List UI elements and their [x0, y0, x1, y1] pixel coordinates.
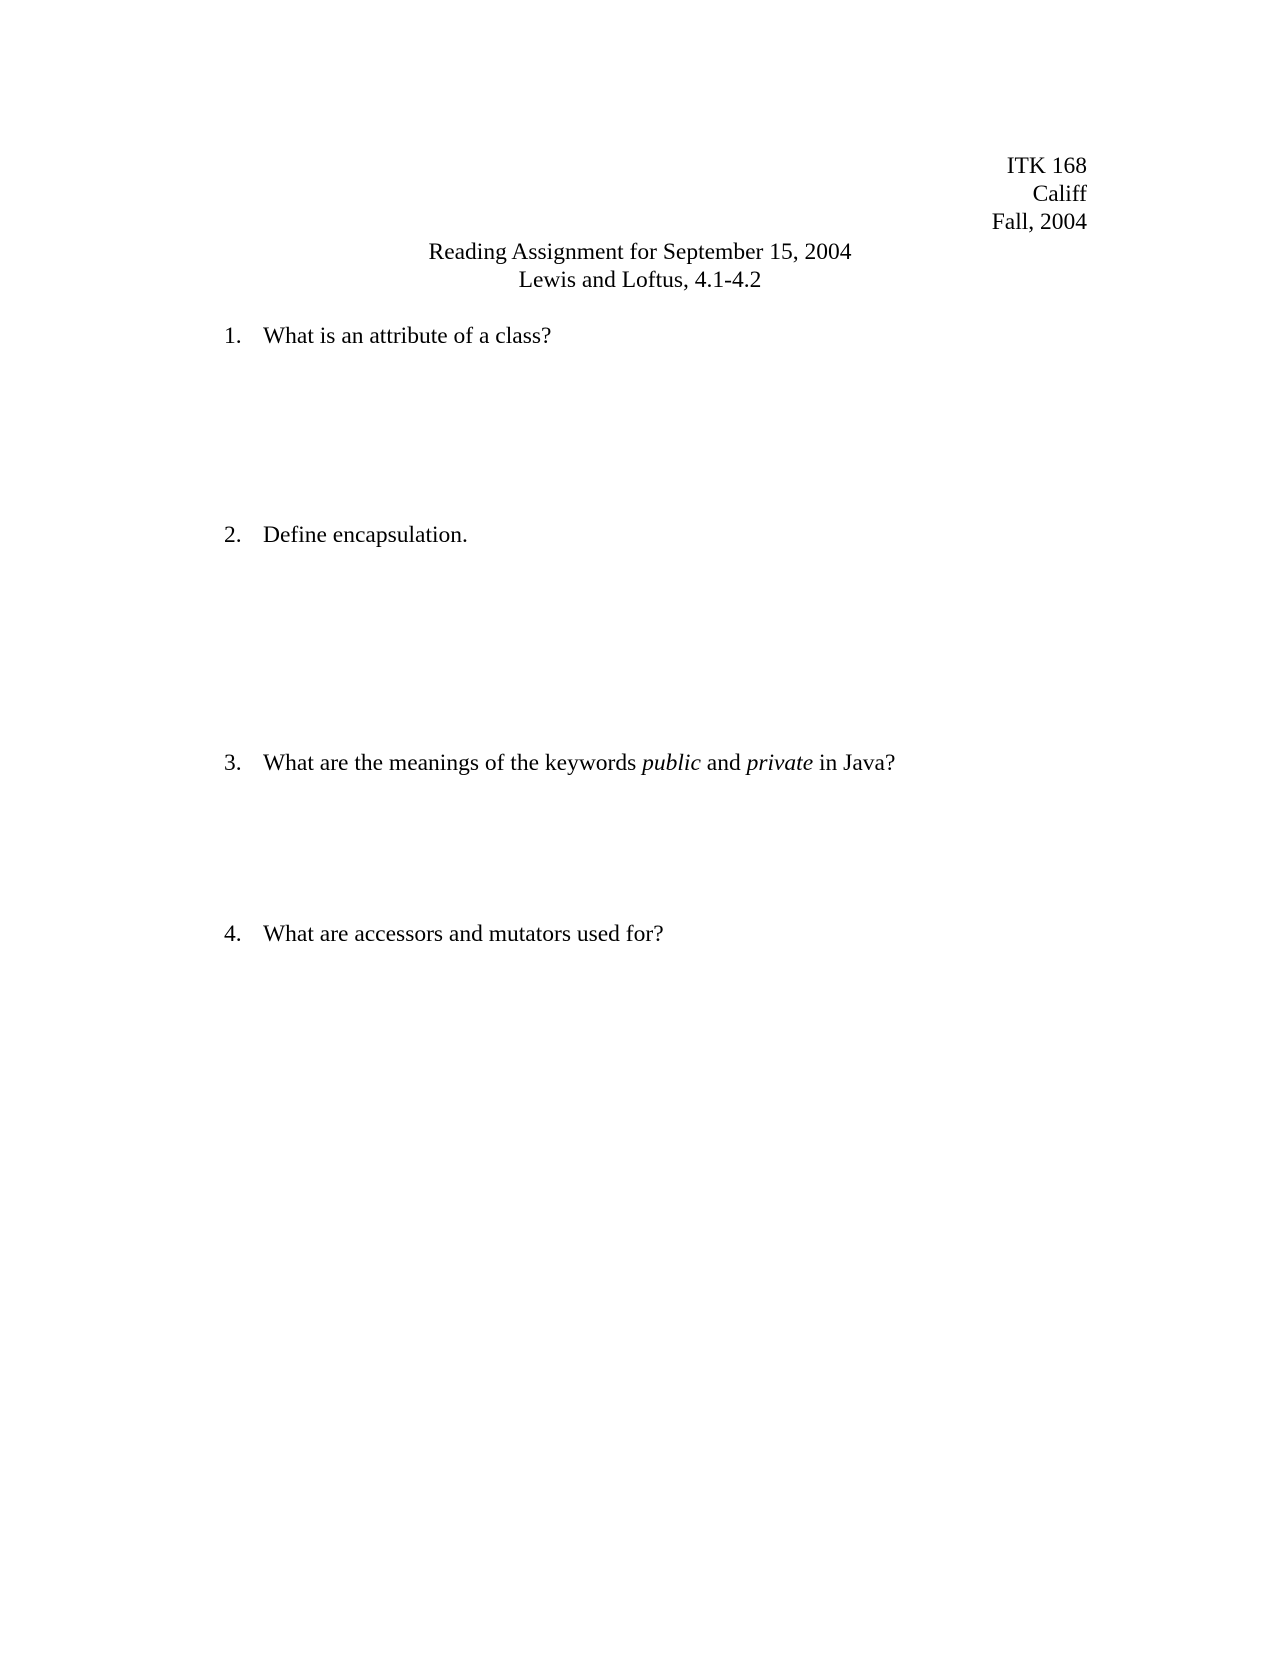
question-1 [224, 322, 551, 350]
term: Fall, 2004 [991, 209, 1087, 235]
question-text-before: What are the meanings of the keywords [263, 750, 643, 776]
question-text: What are accessors and mutators used for? [263, 921, 664, 947]
page-title [0, 238, 1280, 294]
instructor-name: Califf [1032, 181, 1087, 207]
keyword-public: public [642, 750, 701, 776]
course-code: ITK 168 [1006, 153, 1087, 179]
assignment-title: Reading Assignment for September 15, 2004 [428, 239, 852, 265]
question-number: 4. [224, 921, 242, 947]
question-2 [224, 521, 468, 549]
question-number: 3. [224, 750, 242, 776]
question-text: Define encapsulation. [263, 522, 468, 548]
question-number: 1. [224, 323, 242, 349]
question-number: 2. [224, 522, 242, 548]
question-4 [224, 920, 664, 948]
keyword-private: private [746, 750, 814, 776]
question-text-middle: and [700, 750, 747, 776]
course-header [992, 152, 1087, 236]
question-3 [224, 749, 895, 777]
question-text-after: in Java? [813, 750, 896, 776]
question-text [263, 750, 895, 776]
reading-reference: Lewis and Loftus, 4.1-4.2 [518, 267, 762, 293]
question-text: What is an attribute of a class? [263, 323, 552, 349]
